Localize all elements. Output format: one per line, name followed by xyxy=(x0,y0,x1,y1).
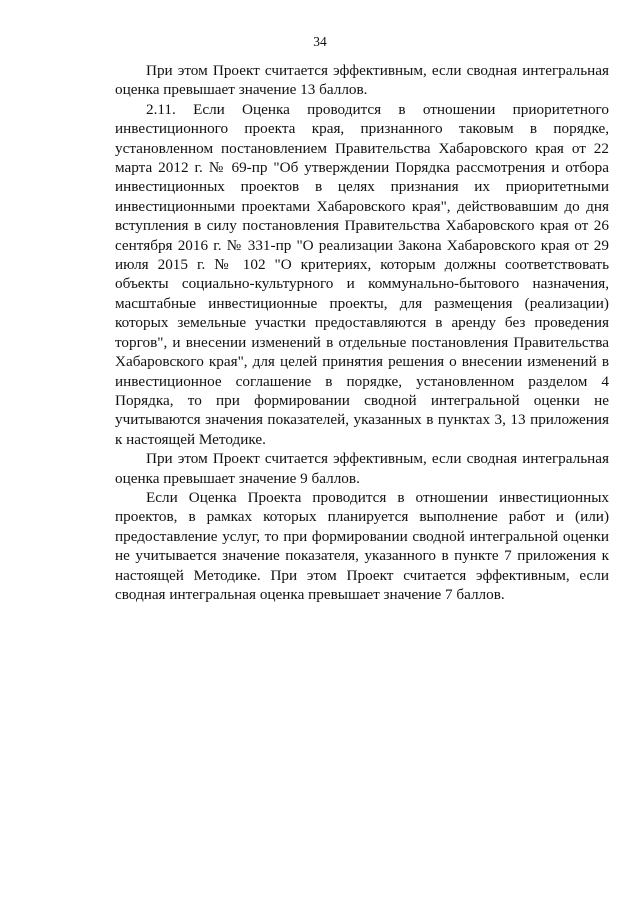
paragraph-threshold-13: При этом Проект считается эффективным, если сводная интегральная оценка превышает значение 13 баллов. xyxy=(115,62,609,99)
paragraph-threshold-9: При этом Проект считается эффективным, если сводная интегральная оценка превышает значение 9 баллов. xyxy=(115,450,609,487)
paragraph-threshold-7: Если Оценка Проекта проводится в отношении инвестиционных проектов, в рамках которых планируется выполнение работ и (или) предоставление услуг, то при формировании сводной интегральной оценки не учитывается значение показателя, указанного в пункте 7 приложения к настоящей Методике. При этом Проект считается эффективным, если сводная интегральная оценка превышает значение 7 баллов. xyxy=(115,488,609,603)
document-body xyxy=(115,61,609,604)
page-number: 34 xyxy=(313,34,327,49)
paragraph-clause-2-11: 2.11. Если Оценка проводится в отношении приоритетного инвестиционного проекта края, признанного таковым в порядке, установленном постановлением Правительства Хабаровского края от 22 марта 2012 г. № 69-пр "Об утверждении Порядка рассмотрения и отбора инвестиционных проектов в целях признания их приоритетными инвестиционными проектами Хабаровского края", действовавшим до дня вступления в силу постановления Правительства Хабаровского края от 26 сентября 2016 г. № 331-пр "О реализации Закона Хабаровского края от 29 июля 2015 г. № 102 "О критериях, которым должны соответствовать объекты социально-культурного и коммунально-бытового назначения, масштабные инвестиционные проекты, для размещения (реализации) которых земельные участки предоставляются в аренду без проведения торгов", и внесении изменений в отдельные постановления Правительства Хабаровского края", для целей принятия решения о внесении изменений в инвестиционное соглашение в порядке, установленном разделом 4 Порядка, то при формировании сводной интегральной оценки не учитываются значения показателей, указанных в пунктах 3, 13 приложения к настоящей Методике. xyxy=(115,100,609,448)
